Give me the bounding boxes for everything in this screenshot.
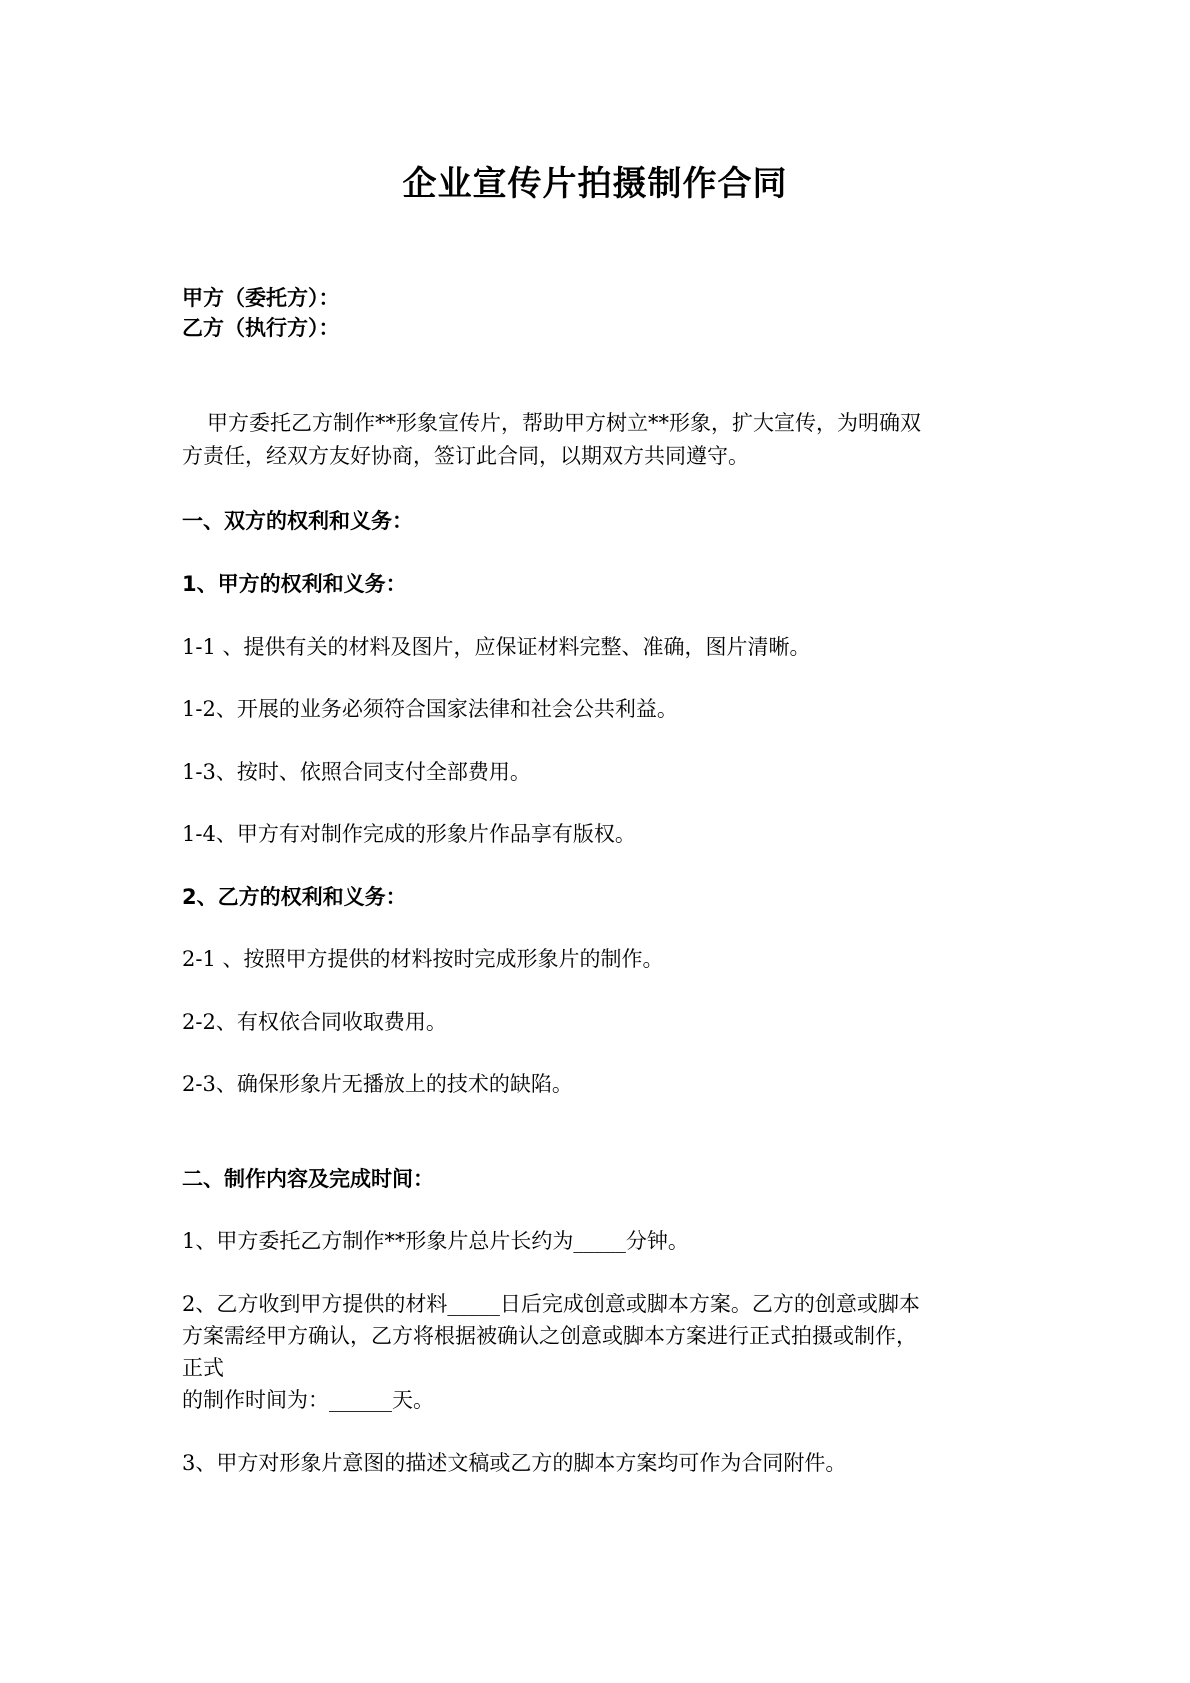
subsection-heading: 1、甲方的权利和义务： (182, 572, 407, 596)
clause-item: 2-1 、按照甲方提供的材料按时完成形象片的制作。 (182, 947, 664, 971)
clause-item-line: 方案需经甲方确认，乙方将根据被确认之创意或脚本方案进行正式拍摄或制作， (182, 1324, 917, 1348)
subsection-heading: 2、乙方的权利和义务： (182, 885, 407, 909)
party-a-label: 甲方（委托方）： (182, 286, 340, 310)
clause-item: 1-4、甲方有对制作完成的形象片作品享有版权。 (182, 822, 636, 846)
section-heading: 二、制作内容及完成时间： (182, 1167, 434, 1191)
clause-item: 1-1 、提供有关的材料及图片，应保证材料完整、准确，图片清晰。 (182, 635, 811, 659)
clause-item-line: 正式 (182, 1356, 224, 1380)
party-b-label: 乙方（执行方）： (182, 316, 340, 340)
clause-item: 1-3、按时、依照合同支付全部费用。 (182, 760, 531, 784)
section-heading: 一、双方的权利和义务： (182, 509, 413, 533)
clause-item: 1-2、开展的业务必须符合国家法律和社会公共利益。 (182, 697, 678, 721)
document-title: 企业宣传片拍摄制作合同 (402, 164, 788, 204)
intro-line: 甲方委托乙方制作**形象宣传片，帮助甲方树立**形象，扩大宣传，为明确双 (207, 411, 921, 435)
intro-line: 方责任，经双方友好协商，签订此合同，以期双方共同遵守。 (182, 444, 749, 468)
clause-item-line: 的制作时间为：______天。 (182, 1388, 434, 1412)
clause-item: 3、甲方对形象片意图的描述文稿或乙方的脚本方案均可作为合同附件。 (182, 1451, 847, 1475)
clause-item: 1、甲方委托乙方制作**形象片总片长约为_____分钟。 (182, 1229, 689, 1253)
clause-item: 2-3、确保形象片无播放上的技术的缺陷。 (182, 1072, 573, 1096)
clause-item-line: 2、乙方收到甲方提供的材料_____日后完成创意或脚本方案。乙方的创意或脚本 (182, 1292, 920, 1316)
clause-item: 2-2、有权依合同收取费用。 (182, 1010, 447, 1034)
